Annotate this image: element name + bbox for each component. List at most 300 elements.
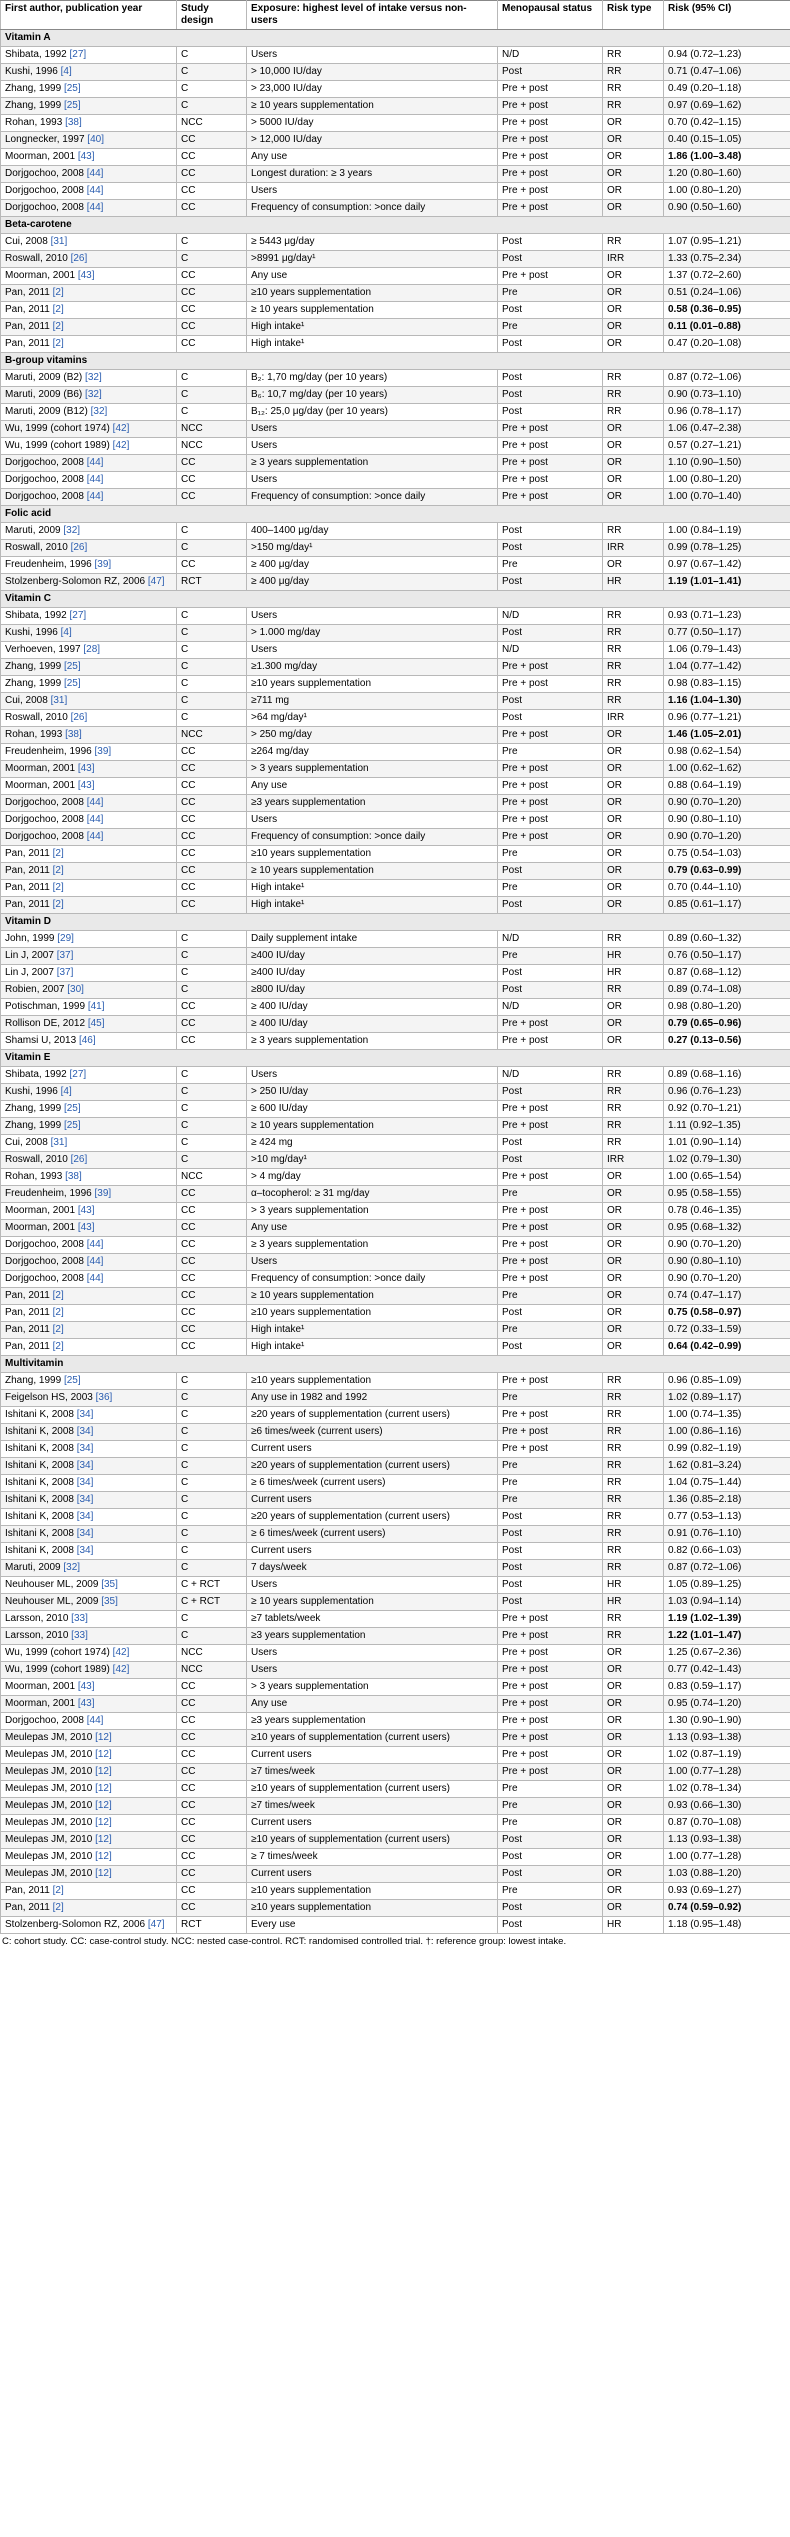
author-text: Roswall, 2010 (5, 712, 68, 723)
reference-link[interactable]: [43] (77, 1698, 95, 1709)
risk-cell: 0.92 (0.70–1.21) (664, 1101, 790, 1118)
author-text: Maruti, 2009 (5, 1562, 61, 1573)
reference-link[interactable]: [12] (95, 1868, 112, 1879)
reference-link[interactable]: [4] (60, 1086, 72, 1097)
reference-link[interactable]: [12] (95, 1766, 112, 1777)
table-row (1, 183, 790, 200)
design-cell: CC (177, 1033, 247, 1050)
risk-type-cell: RR (603, 387, 664, 404)
reference-link[interactable]: [44] (86, 1715, 104, 1726)
exposure-cell: Users (247, 1577, 498, 1594)
table-row (1, 1033, 790, 1050)
reference-link[interactable]: [42] (112, 1647, 130, 1658)
design-cell: CC (177, 200, 247, 217)
author-cell (1, 1101, 177, 1118)
author-text: Rohan, 1993 (5, 1171, 63, 1182)
reference-link[interactable]: [32] (63, 1562, 81, 1573)
reference-link[interactable]: [12] (95, 1800, 112, 1811)
table-row (1, 1577, 790, 1594)
reference-link[interactable]: [27] (69, 1069, 87, 1080)
design-cell: CC (177, 1288, 247, 1305)
reference-link[interactable]: [12] (95, 1851, 112, 1862)
author-cell (1, 98, 177, 115)
author-cell (1, 81, 177, 98)
table-row (1, 829, 790, 846)
author-text: Dorjgochoo, 2008 (5, 814, 84, 825)
reference-link[interactable]: [42] (112, 423, 130, 434)
reference-link[interactable]: [31] (50, 1137, 68, 1148)
reference-link[interactable]: [45] (87, 1018, 105, 1029)
reference-link[interactable]: [4] (60, 66, 72, 77)
reference-link[interactable]: [35] (101, 1596, 118, 1607)
exposure-cell: Users (247, 642, 498, 659)
author-text: Moorman, 2001 (5, 270, 76, 281)
risk-cell: 0.76 (0.50–1.17) (664, 948, 790, 965)
table-row (1, 115, 790, 132)
author-text: Pan, 2011 (5, 321, 50, 332)
menopausal-cell: N/D (498, 47, 603, 64)
risk-cell: 0.94 (0.72–1.23) (664, 47, 790, 64)
reference-link[interactable]: [44] (86, 474, 104, 485)
menopausal-cell: Post (498, 523, 603, 540)
risk-type-cell: OR (603, 489, 664, 506)
reference-link[interactable]: [43] (77, 151, 95, 162)
design-cell: C (177, 1492, 247, 1509)
design-cell: CC (177, 1781, 247, 1798)
table-row (1, 965, 790, 982)
reference-link[interactable]: [44] (86, 831, 104, 842)
reference-link[interactable]: [43] (77, 270, 95, 281)
design-cell: CC (177, 1339, 247, 1356)
risk-type-cell: OR (603, 1339, 664, 1356)
reference-link[interactable]: [39] (94, 559, 112, 570)
reference-link[interactable]: [44] (86, 185, 104, 196)
risk-cell: 1.03 (0.94–1.14) (664, 1594, 790, 1611)
risk-cell: 1.20 (0.80–1.60) (664, 166, 790, 183)
reference-link[interactable]: [4] (60, 627, 72, 638)
menopausal-cell: Pre + post (498, 1696, 603, 1713)
reference-link[interactable]: [25] (63, 83, 81, 94)
reference-link[interactable]: [25] (63, 661, 81, 672)
reference-link[interactable]: [44] (86, 1273, 104, 1284)
risk-type-cell: OR (603, 1696, 664, 1713)
risk-type-cell: OR (603, 1169, 664, 1186)
risk-cell: 0.87 (0.70–1.08) (664, 1815, 790, 1832)
risk-cell: 1.02 (0.78–1.34) (664, 1781, 790, 1798)
author-cell (1, 1577, 177, 1594)
reference-link[interactable]: [2] (52, 882, 64, 893)
reference-link[interactable]: [46] (78, 1035, 96, 1046)
reference-link[interactable]: [39] (94, 746, 112, 757)
reference-link[interactable]: [47] (147, 1919, 165, 1930)
table-row (1, 812, 790, 829)
header-risk: Risk (95% CI) (664, 1, 790, 30)
author-text: Meulepas JM, 2010 (5, 1851, 93, 1862)
risk-cell: 1.16 (1.04–1.30) (664, 693, 790, 710)
exposure-cell: Current users (247, 1543, 498, 1560)
reference-link[interactable]: [30] (67, 984, 84, 995)
risk-cell: 0.87 (0.72–1.06) (664, 1560, 790, 1577)
reference-link[interactable]: [26] (70, 712, 88, 723)
risk-cell: 0.82 (0.66–1.03) (664, 1543, 790, 1560)
exposure-cell: ≥ 400 μg/day (247, 574, 498, 591)
risk-cell: 0.40 (0.15–1.05) (664, 132, 790, 149)
author-text: Neuhouser ML, 2009 (5, 1579, 99, 1590)
design-cell: C (177, 1067, 247, 1084)
reference-link[interactable]: [2] (52, 1885, 64, 1896)
table-row (1, 455, 790, 472)
reference-link[interactable]: [36] (95, 1392, 113, 1403)
author-cell (1, 1339, 177, 1356)
author-text: Dorjgochoo, 2008 (5, 1273, 84, 1284)
reference-link[interactable]: [44] (86, 814, 104, 825)
section-row (1, 591, 790, 608)
risk-cell: 0.90 (0.80–1.10) (664, 1254, 790, 1271)
design-cell: NCC (177, 438, 247, 455)
author-cell (1, 1815, 177, 1832)
risk-type-cell: RR (603, 64, 664, 81)
risk-type-cell: OR (603, 1883, 664, 1900)
risk-type-cell: RR (603, 404, 664, 421)
exposure-cell: > 3 years supplementation (247, 1679, 498, 1696)
risk-cell: 1.19 (1.02–1.39) (664, 1611, 790, 1628)
reference-link[interactable]: [25] (63, 1120, 81, 1131)
design-cell: C (177, 370, 247, 387)
reference-link[interactable]: [42] (112, 440, 130, 451)
reference-link[interactable]: [34] (76, 1409, 94, 1420)
reference-link[interactable]: [34] (76, 1426, 94, 1437)
menopausal-cell: Pre + post (498, 1237, 603, 1254)
reference-link[interactable]: [40] (87, 134, 104, 145)
table-row (1, 1611, 790, 1628)
risk-cell: 1.07 (0.95–1.21) (664, 234, 790, 251)
risk-type-cell: OR (603, 1832, 664, 1849)
design-cell: CC (177, 1186, 247, 1203)
author-text: Pan, 2011 (5, 865, 50, 876)
design-cell: NCC (177, 727, 247, 744)
reference-link[interactable]: [25] (63, 1375, 81, 1386)
exposure-cell: ≥ 10 years supplementation (247, 1118, 498, 1135)
reference-link[interactable]: [32] (85, 389, 102, 400)
reference-link[interactable]: [25] (63, 678, 81, 689)
author-text: Robien, 2007 (5, 984, 65, 995)
risk-type-cell: OR (603, 1033, 664, 1050)
table-row (1, 1679, 790, 1696)
reference-link[interactable]: [2] (52, 1290, 64, 1301)
reference-link[interactable]: [2] (52, 287, 64, 298)
author-text: Moorman, 2001 (5, 151, 76, 162)
risk-cell: 1.11 (0.92–1.35) (664, 1118, 790, 1135)
reference-link[interactable]: [44] (86, 797, 104, 808)
reference-link[interactable]: [2] (52, 865, 64, 876)
menopausal-cell: Post (498, 965, 603, 982)
design-cell: C (177, 1509, 247, 1526)
reference-link[interactable]: [12] (95, 1834, 112, 1845)
table-row (1, 1866, 790, 1883)
table-row (1, 370, 790, 387)
author-cell (1, 1373, 177, 1390)
author-text: Ishitani K, 2008 (5, 1443, 74, 1454)
exposure-cell: ≥ 600 IU/day (247, 1101, 498, 1118)
exposure-cell: ≥3 years supplementation (247, 795, 498, 812)
reference-link[interactable]: [27] (69, 610, 87, 621)
risk-type-cell: OR (603, 1254, 664, 1271)
exposure-cell: ≥ 400 μg/day (247, 557, 498, 574)
menopausal-cell: Post (498, 1917, 603, 1934)
reference-link[interactable]: [2] (52, 1902, 64, 1913)
reference-link[interactable]: [38] (65, 117, 82, 128)
menopausal-cell: Pre + post (498, 115, 603, 132)
reference-link[interactable]: [34] (76, 1511, 94, 1522)
reference-link[interactable]: [28] (83, 644, 101, 655)
reference-link[interactable]: [44] (86, 491, 104, 502)
reference-link[interactable]: [34] (76, 1545, 94, 1556)
risk-cell: 0.72 (0.33–1.59) (664, 1322, 790, 1339)
table-row (1, 1883, 790, 1900)
risk-type-cell: IRR (603, 251, 664, 268)
exposure-cell: > 3 years supplementation (247, 1203, 498, 1220)
design-cell: CC (177, 1254, 247, 1271)
author-text: Meulepas JM, 2010 (5, 1834, 93, 1845)
reference-link[interactable]: [25] (63, 100, 81, 111)
design-cell: CC (177, 1883, 247, 1900)
author-cell (1, 1169, 177, 1186)
exposure-cell: >10 mg/day¹ (247, 1152, 498, 1169)
reference-link[interactable]: [42] (112, 1664, 130, 1675)
reference-link[interactable]: [37] (56, 950, 74, 961)
exposure-cell: Users (247, 812, 498, 829)
design-cell: C (177, 1118, 247, 1135)
risk-type-cell: RR (603, 1118, 664, 1135)
reference-link[interactable]: [34] (76, 1443, 94, 1454)
menopausal-cell: Pre + post (498, 727, 603, 744)
table-row (1, 778, 790, 795)
reference-link[interactable]: [39] (94, 1188, 112, 1199)
exposure-cell: B₆: 10,7 mg/day (per 10 years) (247, 387, 498, 404)
risk-cell: 0.79 (0.63–0.99) (664, 863, 790, 880)
author-text: Larsson, 2010 (5, 1613, 69, 1624)
author-cell (1, 727, 177, 744)
author-cell (1, 863, 177, 880)
table-row (1, 1118, 790, 1135)
reference-link[interactable]: [47] (147, 576, 165, 587)
reference-link[interactable]: [31] (50, 695, 68, 706)
exposure-cell: ≥10 years of supplementation (current users) (247, 1781, 498, 1798)
reference-link[interactable]: [12] (95, 1749, 112, 1760)
menopausal-cell: Pre + post (498, 1101, 603, 1118)
author-cell (1, 1781, 177, 1798)
author-cell (1, 795, 177, 812)
author-cell (1, 982, 177, 999)
section-row (1, 1356, 790, 1373)
section-title: Folic acid (1, 506, 790, 523)
exposure-cell: ≥ 6 times/week (current users) (247, 1475, 498, 1492)
reference-link[interactable]: [12] (95, 1817, 112, 1828)
menopausal-cell: Pre + post (498, 1628, 603, 1645)
risk-type-cell: OR (603, 1764, 664, 1781)
table-row (1, 1509, 790, 1526)
menopausal-cell: Pre (498, 1883, 603, 1900)
design-cell: CC (177, 336, 247, 353)
design-cell: C + RCT (177, 1594, 247, 1611)
table-row (1, 1067, 790, 1084)
reference-link[interactable]: [35] (101, 1579, 118, 1590)
risk-type-cell: OR (603, 1815, 664, 1832)
reference-link[interactable]: [34] (76, 1460, 94, 1471)
table-row (1, 132, 790, 149)
reference-link[interactable]: [26] (70, 253, 88, 264)
reference-link[interactable]: [2] (52, 338, 64, 349)
design-cell: C (177, 965, 247, 982)
reference-link[interactable]: [32] (85, 372, 102, 383)
author-text: Zhang, 1999 (5, 1103, 62, 1114)
table-row (1, 404, 790, 421)
table-row (1, 1271, 790, 1288)
exposure-cell: ≥10 years of supplementation (current users) (247, 1832, 498, 1849)
risk-cell: 0.75 (0.58–0.97) (664, 1305, 790, 1322)
exposure-cell: > 23,000 IU/day (247, 81, 498, 98)
reference-link[interactable]: [27] (69, 49, 87, 60)
reference-link[interactable]: [44] (86, 202, 104, 213)
risk-type-cell: RR (603, 1611, 664, 1628)
reference-link[interactable]: [2] (52, 1341, 64, 1352)
author-cell (1, 1033, 177, 1050)
risk-type-cell: RR (603, 642, 664, 659)
risk-type-cell: OR (603, 200, 664, 217)
exposure-cell: High intake¹ (247, 1322, 498, 1339)
author-cell (1, 251, 177, 268)
author-text: Zhang, 1999 (5, 661, 62, 672)
reference-link[interactable]: [38] (65, 729, 82, 740)
reference-link[interactable]: [43] (77, 1205, 95, 1216)
risk-type-cell: RR (603, 676, 664, 693)
author-text: Dorjgochoo, 2008 (5, 1715, 84, 1726)
reference-link[interactable]: [33] (71, 1613, 88, 1624)
risk-cell: 0.77 (0.53–1.13) (664, 1509, 790, 1526)
risk-type-cell: RR (603, 1441, 664, 1458)
exposure-cell: ≥10 years supplementation (247, 846, 498, 863)
reference-link[interactable]: [43] (77, 763, 95, 774)
author-cell (1, 472, 177, 489)
reference-link[interactable]: [33] (71, 1630, 88, 1641)
risk-type-cell: RR (603, 234, 664, 251)
menopausal-cell: Pre (498, 1815, 603, 1832)
table-row (1, 761, 790, 778)
reference-link[interactable]: [2] (52, 304, 64, 315)
menopausal-cell: Pre + post (498, 1407, 603, 1424)
table-row (1, 1492, 790, 1509)
exposure-cell: ≥ 3 years supplementation (247, 1033, 498, 1050)
reference-link[interactable]: [34] (76, 1528, 94, 1539)
reference-link[interactable]: [44] (86, 457, 104, 468)
reference-link[interactable]: [2] (52, 321, 64, 332)
author-text: Roswall, 2010 (5, 542, 68, 553)
table-row (1, 642, 790, 659)
author-text: Pan, 2011 (5, 287, 50, 298)
menopausal-cell: Post (498, 1152, 603, 1169)
reference-link[interactable]: [12] (95, 1732, 112, 1743)
reference-link[interactable]: [38] (65, 1171, 82, 1182)
table-row (1, 1424, 790, 1441)
reference-link[interactable]: [2] (52, 899, 64, 910)
reference-link[interactable]: [2] (52, 1324, 64, 1335)
menopausal-cell: Post (498, 1135, 603, 1152)
author-text: Rohan, 1993 (5, 729, 63, 740)
design-cell: CC (177, 455, 247, 472)
author-text: Dorjgochoo, 2008 (5, 1256, 84, 1267)
reference-link[interactable]: [44] (86, 168, 104, 179)
reference-link[interactable]: [2] (52, 848, 64, 859)
reference-link[interactable]: [32] (63, 525, 81, 536)
design-cell: C (177, 540, 247, 557)
risk-type-cell: OR (603, 880, 664, 897)
table-row (1, 98, 790, 115)
reference-link[interactable]: [34] (76, 1494, 94, 1505)
reference-link[interactable]: [2] (52, 1307, 64, 1318)
risk-type-cell: RR (603, 1492, 664, 1509)
author-text: Wu, 1999 (cohort 1989) (5, 1664, 110, 1675)
author-text: Zhang, 1999 (5, 1375, 62, 1386)
menopausal-cell: Post (498, 1560, 603, 1577)
table-row (1, 1594, 790, 1611)
reference-link[interactable]: [26] (70, 542, 88, 553)
exposure-cell: ≥6 times/week (current users) (247, 1424, 498, 1441)
table-row (1, 693, 790, 710)
risk-type-cell: OR (603, 1849, 664, 1866)
reference-link[interactable]: [25] (63, 1103, 81, 1114)
reference-link[interactable]: [41] (87, 1001, 105, 1012)
menopausal-cell: Pre + post (498, 1118, 603, 1135)
risk-cell: 0.90 (0.70–1.20) (664, 1237, 790, 1254)
risk-type-cell: RR (603, 1101, 664, 1118)
author-cell (1, 1696, 177, 1713)
reference-link[interactable]: [43] (77, 1681, 95, 1692)
author-text: Wu, 1999 (cohort 1974) (5, 1647, 110, 1658)
table-row (1, 1322, 790, 1339)
reference-link[interactable]: [31] (50, 236, 68, 247)
author-text: Moorman, 2001 (5, 1205, 76, 1216)
reference-link[interactable]: [43] (77, 780, 95, 791)
risk-type-cell: HR (603, 948, 664, 965)
risk-type-cell: OR (603, 1798, 664, 1815)
reference-link[interactable]: [44] (86, 1239, 104, 1250)
author-cell (1, 1254, 177, 1271)
exposure-cell: ≥ 10 years supplementation (247, 302, 498, 319)
menopausal-cell: Pre (498, 1492, 603, 1509)
menopausal-cell: Post (498, 1543, 603, 1560)
reference-link[interactable]: [44] (86, 1256, 104, 1267)
risk-type-cell: OR (603, 1662, 664, 1679)
menopausal-cell: Pre + post (498, 1441, 603, 1458)
author-cell (1, 693, 177, 710)
reference-link[interactable]: [37] (56, 967, 74, 978)
author-cell (1, 744, 177, 761)
reference-link[interactable]: [12] (95, 1783, 112, 1794)
reference-link[interactable]: [34] (76, 1477, 94, 1488)
design-cell: CC (177, 1866, 247, 1883)
reference-link[interactable]: [32] (90, 406, 108, 417)
table-row (1, 1084, 790, 1101)
author-text: Dorjgochoo, 2008 (5, 202, 84, 213)
reference-link[interactable]: [43] (77, 1222, 95, 1233)
menopausal-cell: Pre + post (498, 1424, 603, 1441)
risk-cell: 1.86 (1.00–3.48) (664, 149, 790, 166)
reference-link[interactable]: [29] (57, 933, 74, 944)
menopausal-cell: N/D (498, 642, 603, 659)
reference-link[interactable]: [26] (70, 1154, 88, 1165)
risk-type-cell: OR (603, 319, 664, 336)
design-cell: C (177, 1101, 247, 1118)
